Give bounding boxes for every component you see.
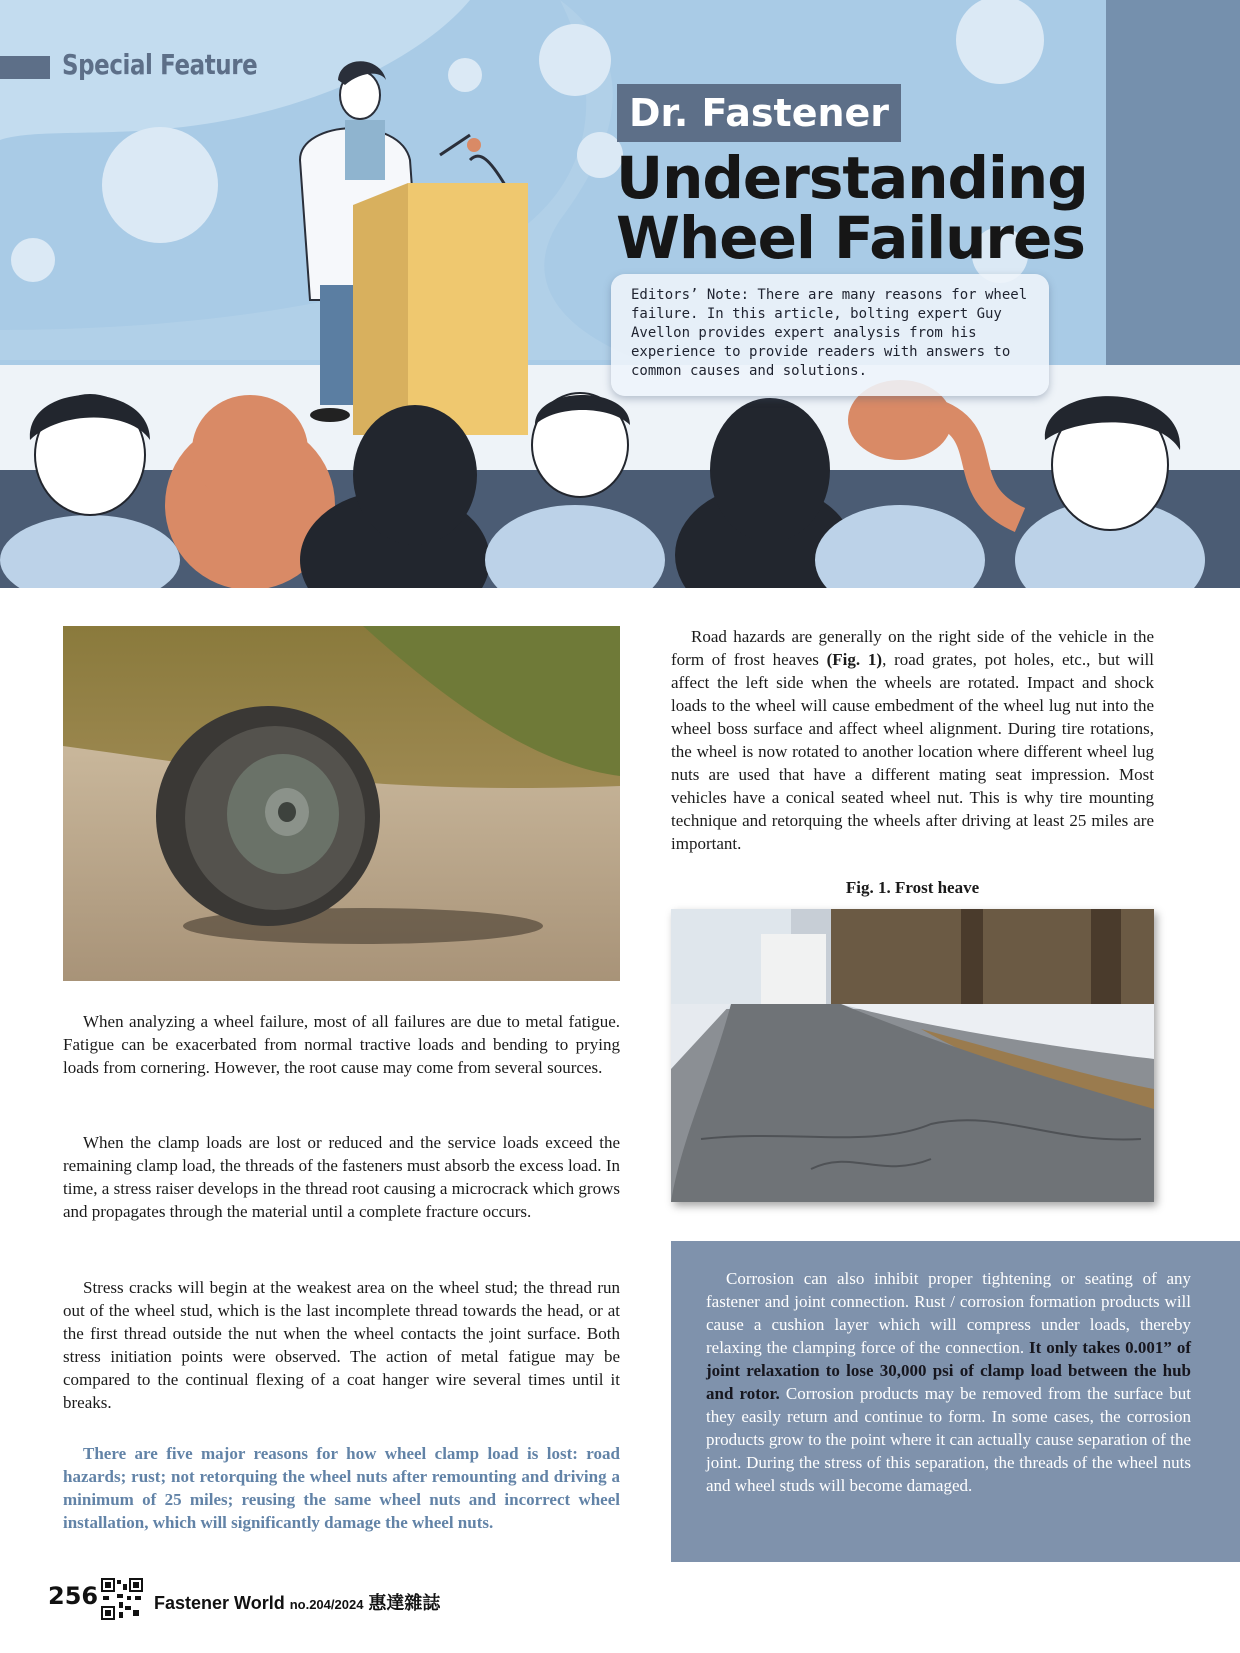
magazine-title (154, 1589, 440, 1615)
hero-illustration (0, 0, 1240, 588)
figure-reference: (Fig. 1) (826, 650, 883, 669)
qr-code-icon (101, 1578, 143, 1620)
corrosion-key-fact: It only takes 0.001” of joint relaxation to lose 30,000 psi of clamp load between the hub and rotor. (706, 1338, 1191, 1403)
title-line-1: Understanding (616, 144, 1088, 212)
article-title (616, 144, 1088, 272)
corrosion-text-2: Corrosion products may be removed from the surface but they easily return and continue to form. In some cases, the corrosion products grow to the point where it can actually cause separation of the joint. During the stress of this separation, the threads of the wheel nuts and wheel studs will become damaged. (706, 1384, 1191, 1495)
page-number: 256 (48, 1582, 99, 1610)
section-marker-bar (0, 56, 50, 79)
highlight-paragraph: There are five major reasons for how wheel clamp load is lost: road hazards; rust; not retorquing the wheel nuts after remounting and driving a minimum of 25 miles; reusing the same wheel nuts and incorrect wheel installation, which will significantly damage the wheel nuts. (63, 1444, 620, 1532)
corrosion-text-1: Corrosion can also inhibit proper tightening or seating of any fastener and joint connection. Rust / corrosion formation products will cause a cushion layer which will compress under loads, thereby relaxing the clamping force of the connection. (706, 1269, 1191, 1357)
frost-heave-photo (671, 909, 1154, 1202)
corrosion-sidebar (671, 1241, 1240, 1562)
body-paragraph-1: When analyzing a wheel failure, most of all failures are due to metal fatigue. Fatigue can be exacerbated from normal tractive loads and bending to prying loads from cornering. However, the root cause may come from several sources. (63, 1012, 620, 1077)
editors-note-box (611, 274, 1049, 396)
road-hazards-paragraph (671, 625, 1154, 855)
body-paragraph-2: When the clamp loads are lost or reduced and the service loads exceed the remaining clamp load, the threads of the fasteners must absorb the excess load. In time, a stress raiser develops in the thread root causing a microcrack which grows and propagates through the material until a complete fracture occurs. (63, 1133, 620, 1221)
department-title: Dr. Fastener (617, 84, 901, 142)
title-line-2: Wheel Failures (616, 204, 1085, 272)
figure-caption: Fig. 1. Frost heave (845, 878, 980, 897)
corrosion-text (706, 1267, 1191, 1497)
magazine-name: Fastener World (154, 1593, 290, 1613)
flat-tire-photo (63, 626, 620, 981)
road-hazards-text-2: , road grates, pot holes, etc., but will affect the left side when the wheels are rotated. Impact and shock loads to the wheel will cause embedment of the wheel lug nut into the wheel boss surface and affect wheel alignment. During tire rotations, the wheel is now rotated to another location where different wheel lug nuts are used that have a different mating seat impression. Most vehicles have a conical seated wheel nut. This is why tire mounting technique and retorquing the wheels after driving at least 25 miles are important. (671, 650, 1154, 853)
section-label: Special Feature (62, 48, 258, 81)
body-paragraph-3: Stress cracks will begin at the weakest area on the wheel stud; the thread run out of the wheel stud, which is the last incomplete thread towards the head, or at the first thread outside the nut when the wheel contacts the joint surface. Both stress initiation points were observed. The action of metal fatigue may be compared to the continual flexing of a coat hanger wire several times until it breaks. (63, 1278, 620, 1412)
road-hazards-text-1: Road hazards are generally on the right side of the vehicle in the form of frost heaves (671, 627, 1154, 669)
editors-note-text: Editors’ Note: There are many reasons for wheel failure. In this article, bolting expert Guy Avellon provides expert analysis from his experience to provide readers with answers to common causes and solutions. (631, 287, 1028, 379)
issue-number: no.204/2024 (289, 1597, 364, 1612)
magazine-chinese-name: 惠達雜誌 (363, 1593, 441, 1613)
